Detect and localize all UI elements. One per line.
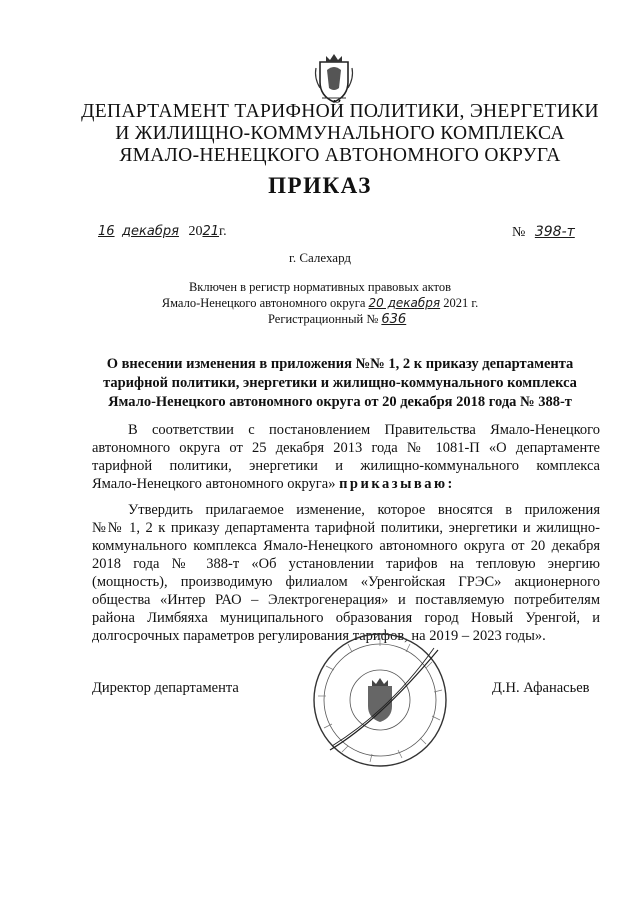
department-name-line-3: ЯМАЛО-НЕНЕЦКОГО АВТОНОМНОГО ОКРУГА — [119, 145, 561, 166]
subject-line-2: тарифной политики, энергетики и жилищно-коммунального комплекса — [103, 375, 577, 391]
registry-line-1: Включен в регистр нормативных правовых актов — [188, 280, 452, 294]
date-year-unit: г. — [219, 224, 227, 239]
signatory-position: Директор департамента — [92, 680, 239, 696]
subject-line-1: О внесении изменения в приложения №№ 1, 2 к приказу департамента — [106, 356, 574, 372]
registry-date-handwritten: 20 декабря — [368, 296, 441, 310]
preamble-line-4: Ямало-Ненецкого автономного округа» приказываю: — [92, 476, 455, 492]
registry-number-handwritten: 636 — [381, 312, 407, 327]
registry-year: 2021 г. — [443, 296, 479, 310]
department-name-line-2: И ЖИЛИЩНО-КОММУНАЛЬНОГО КОМПЛЕКСА — [115, 123, 565, 144]
preamble-line-3: тарифной политики, энергетики и жилищно-коммунального комплекса — [92, 458, 600, 474]
signatory-name: Д.Н. Афанасьев — [492, 680, 590, 696]
number-label: № — [512, 225, 526, 240]
date-month-handwritten: декабря — [122, 224, 179, 239]
body-line-2: №№ 1, 2 к приказу департамента тарифной политики, энергетики и жилищно- — [92, 520, 600, 536]
order-number — [512, 224, 575, 241]
body-line-4: 2018 года № 388-т «Об установлении тарифов на тепловую энергию — [92, 556, 600, 572]
coat-of-arms-icon — [312, 48, 356, 104]
body-line-1: Утвердить прилагаемое изменение, которое вносятся в приложения — [128, 502, 600, 518]
subject-line-3: Ямало-Ненецкого автономного округа от 20 декабря 2018 года № 388-т — [108, 394, 572, 410]
order-word: приказываю: — [339, 476, 455, 492]
city: г. Салехард — [288, 250, 352, 265]
registry-line-3 — [268, 312, 406, 327]
body-line-6: общества «Интер РАО – Электрогенерация» и поставляемую потребителям — [92, 592, 600, 608]
date-year-handwritten: 21 — [202, 224, 219, 239]
body-line-7: района Лимбяяха муниципального образования город Новый Уренгой, и — [92, 610, 600, 626]
body-line-3: коммунального комплекса Ямало-Ненецкого автономного округа от 20 декабря — [92, 538, 600, 554]
order-date — [98, 224, 227, 240]
number-handwritten: 398-т — [534, 224, 575, 240]
official-stamp-icon — [310, 630, 450, 770]
department-name-line-1: ДЕПАРТАМЕНТ ТАРИФНОЙ ПОЛИТИКИ, ЭНЕРГЕТИКИ — [81, 101, 599, 122]
registry-okrug: Ямало-Ненецкого автономного округа — [161, 296, 366, 310]
date-year-prefix: 20 — [188, 224, 203, 239]
body-line-8: долгосрочных параметров регулирования тарифов, на 2019 – 2023 годы». — [92, 628, 546, 644]
body-line-5: (мощность), производимую филиалом «Уренгойская ГРЭС» акционерного — [92, 574, 600, 590]
registry-number-label: Регистрационный № — [268, 312, 379, 326]
preamble-line-1: В соответствии с постановлением Правительства Ямало-Ненецкого — [128, 422, 600, 438]
document-type: ПРИКАЗ — [268, 173, 372, 198]
preamble-line-2: автономного округа от 25 декабря 2013 года № 1081-П «О департаменте — [92, 440, 600, 456]
date-day-handwritten: 16 — [98, 224, 115, 239]
registry-line-2 — [0, 296, 640, 311]
